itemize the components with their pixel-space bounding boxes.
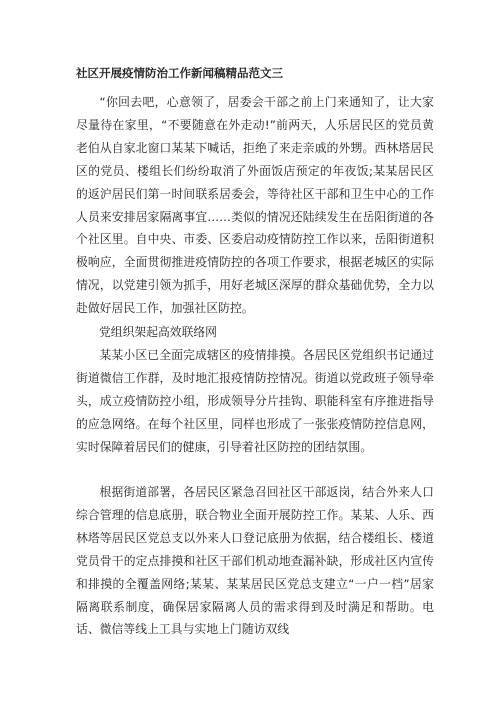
section-heading: 党组织架起高效联络网: [99, 325, 217, 339]
paragraph-epidemic-survey: 某某小区已全面完成辖区的疫情排摸。各居民区党组织书记通过街道微信工作群，及时地汇报疫情防控情况。街道以党政班子领导牵头，成立疫情防控小组，形成领导分片挂钩、职能科室有序推进指导的应急网络。在每个社区里，同样也形成了一张张疫情防控信息网，实时保障着居民们的健康，引导着社区防控的团结氛围。: [76, 348, 434, 454]
paragraph-intro: “你回去吧，心意领了，居委会干部之前上门来通知了，让大家尽量待在家里，“不要随意在外走动!”前两天，人乐居民区的党员黄老伯从自家北窗口某某下喊话，拒绝了来走亲戚的外甥。西林塔居民区的党员、楼组长们纷纷取消了外面饭店预定的年夜饭;某某居民区的返沪居民们第一时间联系居委会，等待社区干部和卫生中心的工作人员来安排居家隔离事宜……类似的情况还陆续发生在岳阳街道的各个社区里。自中央、市委、区委启动疫情防控工作以来，岳阳街道积极响应，全面贯彻推进疫情防控的各项工作要求，根据老城区的实际情况，以党建引领为抓手，用好老城区深厚的群众基础优势，全力以赴做好居民工作，加强社区防控。: [76, 95, 434, 316]
paragraph-deployment: 根据街道部署，各居民区紧急召回社区干部返岗，结合外来人口综合管理的信息底册，联合物业全面开展防控工作。某某、人乐、西林塔等居民区党总支以外来人口登记底册为依据，结合楼组长、楼道党员骨干的定点排摸和社区干部们机动地查漏补缺，形成社区内宣传和排摸的全覆盖网络;某某、某某居民区党总支建立“一户一档”居家隔离联系制度，确保居家隔离人员的需求得到及时满足和帮助。电话、微信等线上工具与实地上门随访双线: [76, 485, 434, 637]
document-title: 社区开展疫情防治工作新闻稿精品范文三: [76, 66, 283, 80]
